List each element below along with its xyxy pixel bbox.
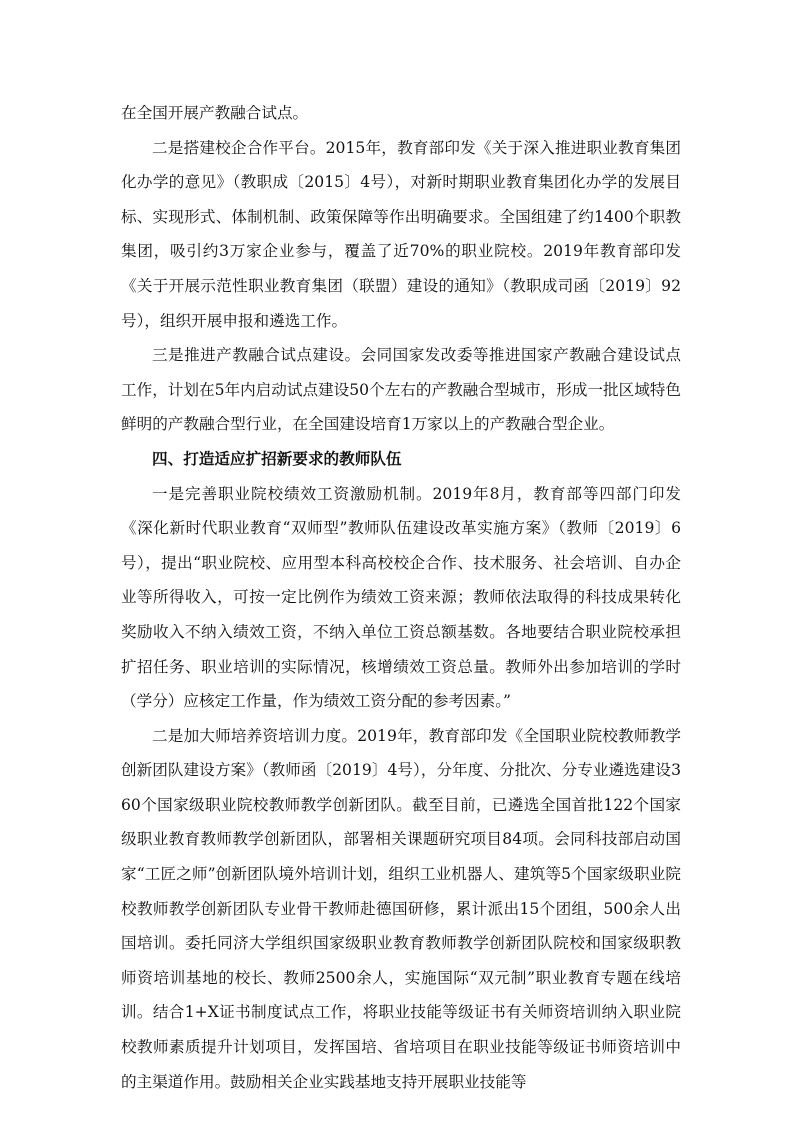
- section-heading-teachers: 四、打造适应扩招新要求的教师队伍: [152, 449, 402, 468]
- paragraph-performance-pay: 一是完善职业院校绩效工资激励机制。2019年8月，教育部等四部门印发《深化新时代职业教育“双师型”教师队伍建设改革实施方案》（教师〔2019〕6号），提出“职业院校、应用型本科高校校企合作、技术服务、社会培训、自办企业等所得收入，可按一定比例作为绩效工资来源；教师依法取得的科技成果转化奖励收入不纳入绩效工资，不纳入单位工资总额基数。各地要结合职业院校承担扩招任务、职业培训的实际情况，核增绩效工资总量。教师外出参加培训的学时（学分）应核定工作量，作为绩效工资分配的参考因素。”: [121, 484, 681, 711]
- paragraph-teacher-training: 二是加大师培养资培训力度。2019年，教育部印发《全国职业院校教师教学创新团队建设方案》（教师函〔2019〕4号），分年度、分批次、分专业遴选建设360个国家级职业院校教师教学创新团队。截至目前，已遴选全国首批122个国家级职业教育教师教学创新团队，部署相关课题研究项目84项。会同科技部启动国家“工匠之师”创新团队境外培训计划，组织工业机器人、建筑等5个国家级职业院校教师教学创新团队专业骨干教师赴德国研修，累计派出15个团组，500余人出国培训。委托同济大学组织国家级职业教育教师教学创新团队院校和国家级职教师资培训基地的校长、教师2500余人，实施国际“双元制”职业教育专题在线培训。结合1+X证书制度试点工作，将职业技能等级证书有关师资培训纳入职业院校教师素质提升计划项目，发挥国培、省培项目在职业技能等级证书师资培训中的主渠道作用。鼓励相关企业实践基地支持开展职业技能等: [121, 726, 681, 1091]
- paragraph-integration-pilot: 三是推进产教融合试点建设。会同国家发改委等推进国家产教融合建设试点工作，计划在5年内启动试点建设50个左右的产教融合型城市，形成一批区域特色鲜明的产教融合型行业，在全国建设培育1万家以上的产教融合型企业。: [121, 346, 681, 434]
- document-page: [121, 96, 681, 1099]
- paragraph-pilot-end: 在全国开展产教融合试点。: [121, 104, 309, 122]
- paragraph-school-enterprise-platform: 二是搭建校企合作平台。2015年，教育部印发《关于深入推进职业教育集团化办学的意见》（教职成〔2015〕4号），对新时期职业教育集团化办学的发展目标、实现形式、体制机制、政策保障等作出明确要求。全国组建了约1400个职教集团，吸引约3万家企业参与，覆盖了近70%的职业院校。2019年教育部印发《关于开展示范性职业教育集团（联盟）建设的通知》（教职成司函〔2019〕92号），组织开展申报和遴选工作。: [121, 138, 681, 330]
